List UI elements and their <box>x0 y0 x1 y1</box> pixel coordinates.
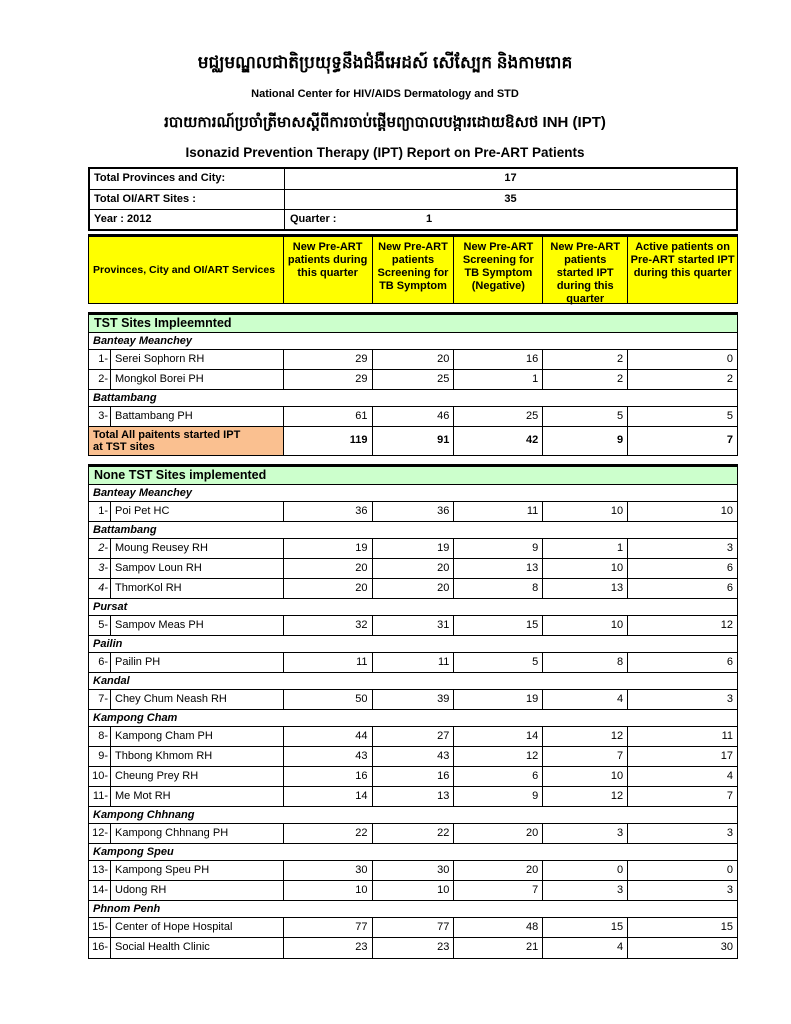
value-cell: 11 <box>721 730 733 742</box>
value-cell: 16 <box>454 350 543 369</box>
value-cell: 12 <box>720 619 733 631</box>
value-cell: 43 <box>284 747 373 766</box>
province-header: Battambang <box>89 390 737 407</box>
value-cell: 10 <box>284 881 373 900</box>
site-row <box>89 881 737 901</box>
value-cell: 3 <box>726 827 733 839</box>
value-cell: 3 <box>543 881 628 900</box>
column-header-new-patients: New Pre-ART patients during this quarter <box>284 237 373 303</box>
site-cell <box>89 579 284 598</box>
quarter-label: Quarter : <box>290 213 337 225</box>
value-cell: 12 <box>454 747 543 766</box>
site-cell <box>89 539 284 558</box>
value-cell: 4 <box>726 770 733 782</box>
site-cell <box>89 767 284 786</box>
site-cell <box>89 690 284 709</box>
value-cell: 19 <box>373 539 455 558</box>
site-name: Sampov Meas PH <box>115 619 204 631</box>
value-cell: 6 <box>726 582 733 594</box>
quarter-value: 1 <box>425 213 433 225</box>
site-number: 5- <box>89 616 111 635</box>
value-cell: 29 <box>284 350 373 369</box>
value-cell: 8 <box>454 579 543 598</box>
value-cell: 36 <box>373 502 455 521</box>
province-header: Kampong Cham <box>89 710 737 727</box>
site-row <box>89 350 737 370</box>
value-cell: 77 <box>373 918 455 937</box>
province-header: Phnom Penh <box>89 901 737 918</box>
org-name: National Center for HIV/AIDS Dermatology and STD <box>251 88 519 100</box>
site-cell <box>89 616 284 635</box>
site-name: Battambang PH <box>115 410 193 422</box>
value-cell: 15 <box>454 616 543 635</box>
value-cell: 15 <box>543 918 628 937</box>
report-body <box>88 167 738 959</box>
value-cell: 23 <box>373 938 455 958</box>
total-value-cell: 119 <box>284 427 373 455</box>
value-cell: 10 <box>373 881 455 900</box>
value-cell: 11 <box>373 653 455 672</box>
sites-value: 35 <box>504 193 517 205</box>
value-cell: 2 <box>543 370 628 389</box>
section-title: TST Sites Impleemnted <box>88 312 738 333</box>
site-name: Cheung Prey RH <box>115 770 199 782</box>
value-cell: 22 <box>373 824 455 843</box>
value-cell: 2 <box>543 350 628 369</box>
value-cell: 3 <box>726 693 733 705</box>
value-cell: 0 <box>726 353 733 365</box>
value-cell: 32 <box>284 616 373 635</box>
value-cell: 20 <box>454 824 543 843</box>
site-number: 7- <box>89 690 111 709</box>
site-row <box>89 370 737 390</box>
site-row <box>89 407 737 427</box>
column-header-screening-negative: New Pre-ART Screening for TB Symptom (Negative) <box>454 237 543 303</box>
province-header: Kampong Chhnang <box>89 807 737 824</box>
site-cell <box>89 881 284 900</box>
value-cell: 48 <box>454 918 543 937</box>
value-cell: 43 <box>373 747 455 766</box>
site-row <box>89 861 737 881</box>
site-cell <box>89 370 284 389</box>
site-cell <box>89 861 284 880</box>
site-name: Kampong Speu PH <box>115 864 210 876</box>
report-header <box>60 0 710 160</box>
value-cell: 7 <box>543 747 628 766</box>
value-cell: 10 <box>543 767 628 786</box>
value-cell: 20 <box>284 559 373 578</box>
column-header-provinces: Provinces, City and OI/ART Services <box>89 237 284 303</box>
site-row <box>89 539 737 559</box>
value-cell: 17 <box>720 750 733 762</box>
site-cell <box>89 559 284 578</box>
site-number: 1- <box>89 502 111 521</box>
site-number: 6- <box>89 653 111 672</box>
column-header-screening: New Pre-ART patients Screening for TB Symptom <box>373 237 455 303</box>
site-number: 1- <box>89 350 111 369</box>
value-cell: 27 <box>373 727 455 746</box>
site-name: Center of Hope Hospital <box>115 921 233 933</box>
column-header-active-ipt: Active patients on Pre-ART started IPT during this quarter <box>630 241 735 279</box>
value-cell: 25 <box>454 407 543 426</box>
value-cell: 50 <box>284 690 373 709</box>
site-name: Thbong Khmom RH <box>115 750 213 762</box>
site-number: 13- <box>89 861 111 880</box>
total-row <box>89 427 737 455</box>
value-cell: 9 <box>454 787 543 806</box>
value-cell: 22 <box>284 824 373 843</box>
site-cell <box>89 502 284 521</box>
value-cell: 12 <box>543 727 628 746</box>
section-table <box>88 485 738 959</box>
site-cell <box>89 653 284 672</box>
site-row <box>89 559 737 579</box>
site-number: 12- <box>89 824 111 843</box>
site-name: Me Mot RH <box>115 790 171 802</box>
province-header: Battambang <box>89 522 737 539</box>
value-cell: 5 <box>454 653 543 672</box>
value-cell: 9 <box>454 539 543 558</box>
site-row <box>89 579 737 599</box>
site-cell <box>89 824 284 843</box>
site-number: 2- <box>89 539 111 558</box>
total-label-line: at TST sites <box>93 441 155 453</box>
value-cell: 11 <box>284 653 373 672</box>
site-name: Sampov Loun RH <box>115 562 202 574</box>
value-cell: 30 <box>373 861 455 880</box>
site-row <box>89 727 737 747</box>
khmer-report-title: របាយការណ៍ប្រចាំត្រីមាសស្តីពីការចាប់ផ្តើមព្យាបាលបង្ការដោយឱសថ INH (IPT) <box>164 114 606 131</box>
site-name: Mongkol Borei PH <box>115 373 204 385</box>
site-name: Pailin PH <box>115 656 161 668</box>
value-cell: 30 <box>284 861 373 880</box>
value-cell: 44 <box>284 727 373 746</box>
value-cell: 30 <box>720 941 733 953</box>
site-name: Kampong Cham PH <box>115 730 213 742</box>
province-header: Kampong Speu <box>89 844 737 861</box>
site-cell <box>89 918 284 937</box>
value-cell: 25 <box>373 370 455 389</box>
value-cell: 7 <box>726 790 733 802</box>
site-name: ThmorKol RH <box>115 582 182 594</box>
value-cell: 20 <box>284 579 373 598</box>
info-row-provinces <box>90 169 736 189</box>
value-cell: 5 <box>726 410 733 422</box>
value-cell: 4 <box>543 690 628 709</box>
value-cell: 16 <box>284 767 373 786</box>
site-row <box>89 787 737 807</box>
value-cell: 13 <box>454 559 543 578</box>
site-name: Poi Pet HC <box>115 505 170 517</box>
sites-label: Total OI/ART Sites : <box>90 190 285 209</box>
provinces-value: 17 <box>504 172 517 184</box>
value-cell: 6 <box>726 656 733 668</box>
value-cell: 39 <box>373 690 455 709</box>
site-row <box>89 767 737 787</box>
column-header-started-ipt: New Pre-ART patients started IPT during this quarter <box>543 237 628 303</box>
info-row-year-quarter <box>90 209 736 229</box>
value-cell: 5 <box>543 407 628 426</box>
value-cell: 6 <box>726 562 733 574</box>
province-header: Kandal <box>89 673 737 690</box>
table-sections <box>88 312 738 959</box>
total-label-line: Total All paitents started IPT <box>93 428 241 441</box>
value-cell: 1 <box>454 370 543 389</box>
quarter-cell <box>285 210 736 229</box>
site-cell <box>89 787 284 806</box>
site-number: 4- <box>89 579 111 598</box>
total-value-cell: 42 <box>454 427 543 455</box>
site-name: Serei Sophorn RH <box>115 353 205 365</box>
value-cell: 10 <box>543 502 628 521</box>
value-cell: 19 <box>284 539 373 558</box>
value-cell: 0 <box>726 864 733 876</box>
section-title: None TST Sites implemented <box>88 464 738 485</box>
site-row <box>89 690 737 710</box>
site-number: 16- <box>89 938 111 958</box>
value-cell: 6 <box>454 767 543 786</box>
site-number: 10- <box>89 767 111 786</box>
value-cell: 2 <box>726 373 733 385</box>
value-cell: 20 <box>454 861 543 880</box>
year-label: Year : 2012 <box>90 210 285 229</box>
value-cell: 23 <box>284 938 373 958</box>
total-value-cell: 9 <box>543 427 628 455</box>
site-number: 14- <box>89 881 111 900</box>
total-value-cell: 91 <box>373 427 455 455</box>
value-cell: 0 <box>543 861 628 880</box>
report-title: Isonazid Prevention Therapy (IPT) Report on Pre-ART Patients <box>185 145 585 160</box>
site-name: Udong RH <box>115 884 167 896</box>
site-cell <box>89 938 284 958</box>
site-number: 11- <box>89 787 111 806</box>
province-header: Pursat <box>89 599 737 616</box>
value-cell: 19 <box>454 690 543 709</box>
site-number: 8- <box>89 727 111 746</box>
site-row <box>89 747 737 767</box>
value-cell: 15 <box>720 921 733 933</box>
site-number: 3- <box>89 407 111 426</box>
site-row <box>89 824 737 844</box>
report-info-table <box>88 167 738 231</box>
site-row <box>89 502 737 522</box>
site-number: 3- <box>89 559 111 578</box>
site-number: 2- <box>89 370 111 389</box>
site-cell <box>89 727 284 746</box>
value-cell: 61 <box>284 407 373 426</box>
site-number: 9- <box>89 747 111 766</box>
site-row <box>89 616 737 636</box>
value-cell: 8 <box>543 653 628 672</box>
value-cell: 14 <box>454 727 543 746</box>
site-row <box>89 653 737 673</box>
value-cell: 31 <box>373 616 455 635</box>
province-header: Pailin <box>89 636 737 653</box>
value-cell: 20 <box>373 350 455 369</box>
site-cell <box>89 407 284 426</box>
value-cell: 11 <box>454 502 543 521</box>
value-cell: 12 <box>543 787 628 806</box>
site-row <box>89 918 737 938</box>
site-name: Moung Reusey RH <box>115 542 208 554</box>
total-value-cell: 7 <box>726 434 733 446</box>
table-column-headers <box>88 234 738 304</box>
value-cell: 1 <box>543 539 628 558</box>
value-cell: 4 <box>543 938 628 958</box>
value-cell: 13 <box>543 579 628 598</box>
province-header: Banteay Meanchey <box>89 333 737 350</box>
value-cell: 20 <box>373 579 455 598</box>
value-cell: 10 <box>543 559 628 578</box>
value-cell: 10 <box>543 616 628 635</box>
site-name: Chey Chum Neash RH <box>115 693 227 705</box>
site-cell <box>89 350 284 369</box>
value-cell: 20 <box>373 559 455 578</box>
site-name: Social Health Clinic <box>115 941 210 953</box>
value-cell: 36 <box>284 502 373 521</box>
site-row <box>89 938 737 958</box>
site-name: Kampong Chhnang PH <box>115 827 229 839</box>
section-table <box>88 333 738 456</box>
province-header: Banteay Meanchey <box>89 485 737 502</box>
provinces-label: Total Provinces and City: <box>90 169 285 189</box>
site-number: 15- <box>89 918 111 937</box>
info-row-sites <box>90 189 736 209</box>
value-cell: 14 <box>284 787 373 806</box>
value-cell: 3 <box>726 542 733 554</box>
value-cell: 21 <box>454 938 543 958</box>
value-cell: 16 <box>373 767 455 786</box>
total-label <box>89 427 284 455</box>
khmer-org-title: មជ្ឈមណ្ឌលជាតិប្រយុទ្ធនឹងជំងឺអេដស៍ សើស្បែក និងកាមរោគ <box>197 53 573 72</box>
value-cell: 10 <box>720 505 733 517</box>
value-cell: 77 <box>284 918 373 937</box>
site-cell <box>89 747 284 766</box>
value-cell: 3 <box>543 824 628 843</box>
value-cell: 29 <box>284 370 373 389</box>
value-cell: 13 <box>373 787 455 806</box>
value-cell: 7 <box>454 881 543 900</box>
value-cell: 46 <box>373 407 455 426</box>
value-cell: 3 <box>726 884 733 896</box>
